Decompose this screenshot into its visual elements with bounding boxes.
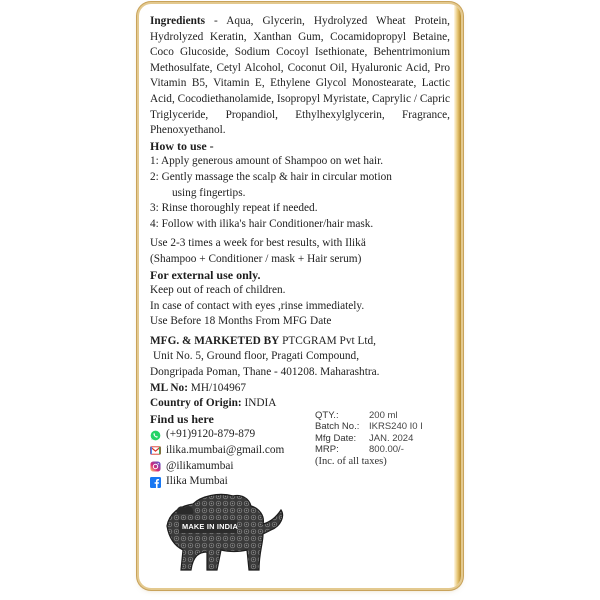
label-content [150,14,450,492]
step-2-text: 2: Gently massage the scalp & hair in circular motion [150,170,392,183]
tax-note: (Inc. of all taxes) [315,456,387,468]
step-4 [150,217,450,233]
ml-value: MH/104967 [187,381,247,394]
manufacturer-line [150,334,450,350]
find-us-heading: Find us here [150,411,214,426]
warning-eyes: In case of contact with eyes ,rinse immediately. [150,299,365,312]
step-2 [150,170,450,201]
lion-icon [159,486,289,576]
manufacturer-address-1: Unit No. 5, Ground floor, Pragati Compound, [153,350,360,363]
ml-number [150,381,450,397]
warning-children: Keep out of reach of children. [150,284,286,297]
batch-value: IKRS240 I0 I [369,421,423,433]
whatsapp-icon [150,430,161,441]
email-text: ilika.mumbai@gmail.com [166,444,285,457]
instagram-icon [150,461,161,472]
make-in-india-logo [159,486,289,576]
phone-text: (+91)9120-879-879 [166,428,256,441]
step-3-text: 3: Rinse thoroughly repeat if needed. [150,202,318,215]
contact-instagram [150,459,305,475]
manufacturer-address-2: Dongripada Poman, Thane - 401208. Maharashtra. [150,366,380,379]
product-info-box [315,410,455,468]
instagram-text: @ilikamumbai [166,459,234,472]
step-4-text: 4: Follow with ilika's hair Conditioner/hair mask. [150,217,374,230]
ml-label: ML No: [150,381,188,394]
origin-value: INDIA [241,397,277,410]
shelf-life: Use Before 18 Months From MFG Date [150,315,332,328]
manufacturer-label: MFG. & MARKETED BY [150,334,280,347]
how-to-use-heading: How to use - [150,138,214,153]
mfg-date-label: Mfg Date: [315,432,357,444]
mail-icon [150,445,161,456]
product-label [139,4,461,588]
usage-regimen: (Shampoo + Conditioner / mask + Hair serum) [150,252,362,265]
contact-email [150,443,305,459]
usage-frequency: Use 2-3 times a week for best results, with Ilikä [150,237,366,250]
qty-row [315,410,455,421]
mfg-date-row [315,433,455,444]
batch-label: Batch No.: [315,421,360,433]
step-1 [150,154,450,170]
origin-label: Country of Origin: [150,397,242,410]
external-use-heading: For external use only. [150,267,261,282]
mrp-row [315,444,455,455]
qty-value: 200 ml [369,409,398,421]
contact-phone [150,427,305,443]
mfg-date-value: JAN. 2024 [369,432,414,444]
make-in-india-text: MAKE IN INDIA [182,522,238,531]
facebook-text: Ilika Mumbai [166,475,228,488]
ingredients-heading: Ingredients [150,15,206,27]
qty-label: QTY.: [315,409,339,421]
manufacturer-name: PTCGRAM Pvt Ltd, [279,334,376,347]
ingredients-block [150,14,450,139]
contact-and-info [150,409,450,492]
ingredients-text: - Aqua, Glycerin, Hydrolyzed Wheat Protein, Hydrolyzed Keratin, Xanthan Gum, Cocamidopropyl Betaine, Coco Glucoside, Sodium Cocoyl Isethionate, Behentrimonium Methosulfate, Cetyl Alcohol, Coconut Oil, Hyaluronic Acid, Pro Vitamin B5, Vitamin E, Ethylene Glycol Monostearate, Lactic Acid, Cocodiethanolamide, Isopropyl Myristate, Caprylic / Capric Triglyceride, Propandiol, Ethylhexylglycerin, Fragrance, Phenoxyethanol. [150,15,450,137]
mrp-value: 800.00/- [369,444,404,456]
mrp-label: MRP: [315,444,339,456]
batch-row [315,421,455,432]
step-1-text: 1: Apply generous amount of Shampoo on wet hair. [150,155,384,168]
step-2-continuation: using fingertips. [172,186,246,199]
step-3 [150,201,450,217]
find-us-section [150,412,305,490]
